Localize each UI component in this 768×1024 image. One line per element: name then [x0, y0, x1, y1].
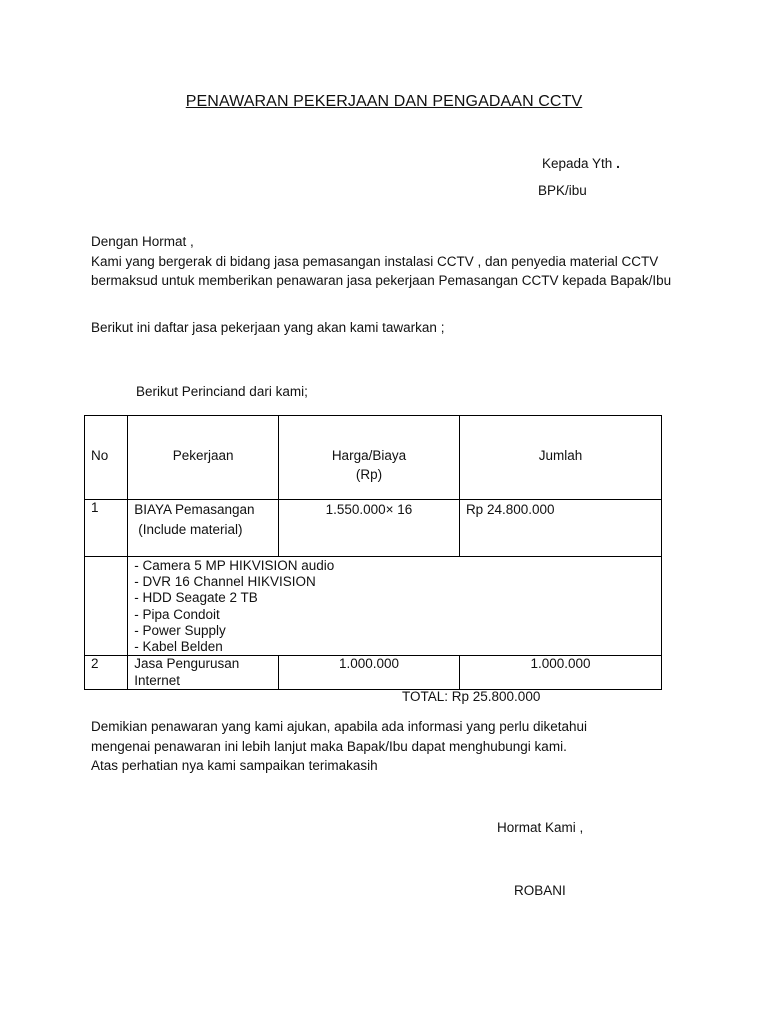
row1-price: 1.550.000× 16 [325, 502, 413, 517]
row2-no: 2 [91, 656, 99, 672]
closing-line-1: Demikian penawaran yang kami ajukan, apabila ada informasi yang perlu diketahui [91, 719, 588, 734]
table-row [85, 557, 662, 656]
table-row [85, 500, 662, 557]
header-cell-job [128, 416, 279, 500]
materials-wrapper [128, 557, 661, 655]
letter-body [91, 232, 681, 291]
recipient-block [538, 150, 620, 204]
header-price-line1: Harga/Biaya [331, 448, 407, 463]
header-price [279, 416, 459, 485]
row1-cell-job [128, 500, 279, 557]
row1-job-line2: (Include material) [138, 521, 243, 537]
header-total: Jumlah [538, 448, 583, 463]
closing-paragraph [91, 717, 691, 776]
materials-list [134, 558, 655, 655]
recipient-addressee: BPK/ibu [538, 183, 587, 198]
offer-table [84, 415, 662, 690]
recipient-to-mark: . [616, 156, 620, 171]
row1-no: 1 [91, 500, 99, 515]
row1-total: Rp 24.800.000 [465, 502, 555, 517]
row1-job-line1: BIAYA Pemasangan [134, 502, 255, 517]
row1-cell-total [459, 500, 661, 557]
signer-name: ROBANI [514, 883, 566, 898]
row2-cell-total [459, 656, 661, 690]
materials-cell [128, 557, 662, 656]
detail-heading: Berikut Perinciand dari kami; [136, 384, 308, 399]
table-header-row [85, 416, 662, 500]
row2-job-line1: Jasa Pengurusan [134, 656, 240, 672]
row2-cell-price [279, 656, 460, 690]
list-item: - HDD Seagate 2 TB [134, 590, 258, 606]
recipient-to-line [542, 150, 620, 177]
header-price-line2: (Rp) [355, 466, 383, 482]
row2-job-line2: Internet [134, 672, 180, 688]
list-item: - Camera 5 MP HIKVISION audio [134, 558, 335, 573]
grand-total: TOTAL: Rp 25.800.000 [402, 689, 541, 704]
list-item: - Kabel Belden [134, 639, 223, 655]
row2-cell-job [128, 656, 279, 690]
table-row [85, 656, 662, 690]
header-cell-price [279, 416, 460, 500]
materials-cell-no [85, 557, 128, 656]
page-title: PENAWARAN PEKERJAAN DAN PENGADAAN CCTV [185, 93, 583, 110]
salutation: Dengan Hormat , [91, 234, 194, 249]
intro-paragraph: Kami yang bergerak di bidang jasa pemasangan instalasi CCTV , dan penyedia material CCTV bermaksud untuk memberikan penawaran jasa pekerjaan Pemasangan CCTV kepada Bapak/Ibu [91, 253, 672, 288]
row1-job [128, 500, 278, 539]
row2-price: 1.000.000 [338, 656, 399, 672]
row1-cell-price [279, 500, 460, 557]
row2-cell-no [85, 656, 128, 690]
list-item: - Pipa Condoit [134, 606, 220, 622]
row1-cell-no [85, 500, 128, 557]
closing-line-3: Atas perhatian nya kami sampaikan terimakasih [91, 758, 378, 773]
list-item: - DVR 16 Channel HIKVISION [134, 574, 316, 590]
regards: Hormat Kami , [497, 820, 584, 835]
recipient-to-label: Kepada Yth [542, 156, 613, 171]
row2-job [128, 656, 278, 689]
header-no: No [91, 448, 109, 463]
closing-line-2: mengenai penawaran ini lebih lanjut maka Bapak/Ibu dapat menghubungi kami. [91, 738, 567, 754]
list-intro: Berikut ini daftar jasa pekerjaan yang akan kami tawarkan ; [91, 320, 445, 335]
header-job: Pekerjaan [172, 448, 234, 463]
row2-total: 1.000.000 [530, 656, 591, 672]
list-item: - Power Supply [134, 622, 226, 638]
header-cell-no [85, 416, 128, 500]
header-cell-total [459, 416, 661, 500]
